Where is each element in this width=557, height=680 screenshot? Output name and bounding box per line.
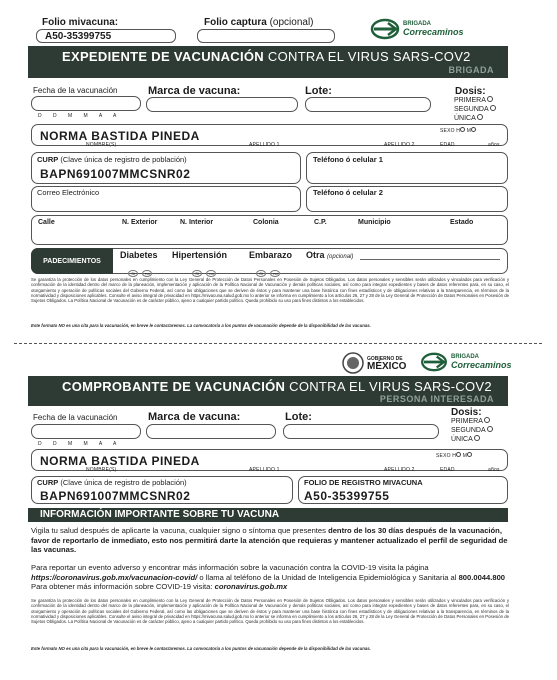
apellido2-label: APELLIDO 2: [384, 467, 415, 473]
expediente-note: Este formato NO es una cita para la vacunación, en breve le contactaremos. La convocatoria a los puntos de vacunación depende de la disponibilidad de las vacunas.: [31, 323, 371, 328]
folio-captura-opt: (opcional): [269, 17, 314, 28]
edad-label: EDAD: [440, 467, 455, 473]
marca-label: Marca de vacuna:: [148, 85, 241, 97]
edad-label: EDAD: [440, 142, 455, 148]
coronavirus-link[interactable]: coronavirus.gob.mx: [214, 582, 288, 592]
curp-value: BAPN691007MMCSNR02: [40, 167, 191, 181]
dosis-unica[interactable]: ÚNICA: [451, 435, 493, 444]
info-paragraph-1: Vigila tu salud después de aplicarte la vacuna, cualquier signo o síntoma que presentes dentro de los 30 días después de la vacunación, favor de reportarlo de inmediato, esto nos permitirá darte la atención que requieras y mantener actualizado el perfil de seguridad de las vacunas.: [31, 526, 508, 555]
diabetes-label: Diabetes: [120, 250, 158, 260]
dosis-options: [454, 96, 496, 123]
folio-captura-label: [204, 17, 314, 28]
fecha-input[interactable]: [31, 96, 141, 111]
correcaminos-text: Correcaminos: [451, 360, 512, 370]
comprobante-legal-text: Se garantiza la protección de los datos personales en cumplimiento con la Ley General de Protección de Datos Personales en Posesión de Sujetos Obligados. Los datos personales y sensibles serán utilizados y vinculados para verificación y confirmación de la identidad dentro del marco de la planeación, implementación y aplicación de la Política Nacional de Vacunación y demás políticas sociales, así como para integrar expedientes y bases de datos referentes para, en su caso, el otorgamiento y operación de políticas sociales del Gobierno Federal, así como las obligaciones que se deriven de éstos y para mantener una base histórica con fines estadísticos y de obligaciones relativas a la transparencia, en términos de la normatividad y disposiciones aplicables. Consulte el aviso integral de privacidad en https://mivacuna.salud.gob.mx lo anterior se informa en cumplimiento a los artículos 26, 27 y 28 de la Ley General de Protección de Datos Personales en Posesión de Sujetos Obligados. La Política Nacional de Vacunación es de carácter público, ajeno a cualquier partido político. Queda prohibido su uso para fines distintos a los establecidos.: [31, 598, 509, 625]
dosis-primera[interactable]: PRIMERA: [454, 96, 496, 105]
marca-label: Marca de vacuna:: [148, 411, 241, 423]
hipertension-options[interactable]: Si no: [192, 262, 216, 280]
brigada-logo-2: [420, 352, 512, 372]
folio-captura-box[interactable]: [197, 29, 335, 43]
apellido1-label: APELLIDO 1: [249, 467, 280, 473]
telefono2-label: Teléfono ó celular 2: [313, 188, 383, 197]
radio-icon[interactable]: [490, 105, 496, 111]
expediente-title-bold: EXPEDIENTE DE VACUNACIÓN: [62, 49, 264, 64]
radio-icon[interactable]: [467, 452, 472, 457]
apellido1-label: APELLIDO 1: [249, 142, 280, 148]
curp-label: CURP (Clave única de registro de población): [37, 478, 187, 487]
comprobante-title-rest: CONTRA EL VIRUS SARS-COV2: [289, 379, 492, 394]
mexico-seal-icon: [342, 352, 364, 374]
hipertension-label: Hipertensión: [172, 250, 228, 260]
correo-label: Correo Electrónico: [37, 188, 100, 197]
anos-label: años: [488, 467, 500, 473]
dosis-unica[interactable]: ÚNICA: [454, 114, 496, 123]
curp-value: BAPN691007MMCSNR02: [40, 489, 191, 503]
interior-label: N. Interior: [180, 219, 214, 226]
expediente-subtitle: BRIGADA: [448, 65, 494, 75]
folio-captura-text: Folio captura: [204, 17, 267, 28]
info-paragraph-2: Para reportar un evento adverso y encontrar más información sobre la vacunación contra la COVID-19 visita la página https://coronavirus.gob.mx/vacunacion-covid/ o llama al teléfono de la Unidad de Inteligencia Epidemiológica y Sanitaria al 800.0044.800 Para obtener más información sobre COVID-19 visita: coronavirus.gob.mx: [31, 563, 506, 592]
brigada-logo: [370, 18, 464, 40]
expediente-header: [28, 46, 508, 78]
lote-label: Lote:: [305, 85, 332, 97]
fecha-format: D D M M A A: [38, 441, 122, 447]
estado-label: Estado: [450, 219, 474, 226]
comprobante-subtitle: PERSONA INTERESADA: [379, 394, 494, 404]
comprobante-header: [28, 376, 508, 406]
radio-icon[interactable]: [456, 452, 461, 457]
cut-line: [14, 343, 542, 344]
comprobante-title-bold: COMPROBANTE DE VACUNACIÓN: [62, 379, 286, 394]
lote-label: Lote:: [285, 411, 312, 423]
radio-icon[interactable]: [484, 417, 490, 423]
nombre-label: NOMBRE(S): [86, 467, 117, 473]
marca-input[interactable]: [146, 424, 276, 439]
folio-mivacuna-value: A50-35399755: [45, 31, 112, 42]
curp-label: CURP (Clave única de registro de población): [37, 155, 187, 164]
padecimientos-label: PADECIMIENTOS: [31, 248, 113, 274]
info-header: [28, 508, 508, 522]
correcaminos-text: Correcaminos: [403, 27, 464, 37]
expediente-title-rest: CONTRA EL VIRUS SARS-COV2: [267, 49, 471, 64]
comprobante-title: [62, 379, 492, 394]
fecha-input[interactable]: [31, 424, 141, 439]
brigada-logo-icon: [420, 352, 448, 372]
radio-icon[interactable]: [477, 114, 483, 120]
radio-icon[interactable]: [460, 127, 465, 132]
dosis-segunda[interactable]: SEGUNDA: [454, 105, 496, 114]
gobierno-text: GOBIERNO DE: [367, 356, 403, 362]
brigada-text: BRIGADA: [403, 21, 431, 27]
telefono-uies: 800.0044.800: [458, 572, 506, 582]
expediente-legal-text: Se garantiza la protección de los datos personales en cumplimiento con la Ley General de Protección de Datos Personales en Posesión de Sujetos Obligados. Los datos personales y sensibles serán utilizados y vinculados para verificación y confirmación de la identidad dentro del marco de la planeación, implementación y aplicación de la Política Nacional de Vacunación y demás políticas sociales, así como para integrar expedientes y bases de datos referentes para, en su caso, el otorgamiento y operación de políticas sociales del Gobierno Federal, así como las obligaciones que se deriven de éstos y para mantener una base histórica con fines estadísticos y de obligaciones relativas a la transparencia, en términos de la normatividad y disposiciones aplicables. Consulte el aviso integral de privacidad en https://mivacuna.salud.gob.mx lo anterior se informa en cumplimiento a los artículos 26, 27 y 28 de la Ley General de Protección de Datos Personales en Posesión de Sujetos Obligados. La Política Nacional de Vacunación es de carácter público, ajeno a cualquier partido político. Queda prohibido su uso para fines distintos a los establecidos.: [31, 277, 509, 304]
apellido2-label: APELLIDO 2: [384, 142, 415, 148]
folio-mivacuna-box: [36, 29, 176, 43]
vacunacion-link[interactable]: https://coronavirus.gob.mx/vacunacion-covid/: [31, 572, 198, 582]
folio-registro-label: FOLIO DE REGISTRO MIVACUNA: [304, 478, 423, 487]
marca-input[interactable]: [146, 97, 298, 112]
dosis-primera[interactable]: PRIMERA: [451, 417, 493, 426]
fecha-format: D D M M A A: [38, 113, 122, 119]
dosis-segunda[interactable]: SEGUNDA: [451, 426, 493, 435]
nombre-value: NORMA BASTIDA PINEDA: [40, 129, 200, 143]
embarazo-options[interactable]: Si no: [256, 262, 280, 280]
municipio-label: Municipio: [358, 219, 391, 226]
diabetes-options[interactable]: Si no: [128, 262, 152, 280]
cp-label: C.P.: [314, 219, 327, 226]
comprobante-note: Este formato NO es una cita para la vacunación, en breve le contactaremos. La convocatoria a los puntos de vacunación depende de la disponibilidad de las vacunas.: [31, 646, 371, 651]
lote-input[interactable]: [305, 97, 431, 112]
radio-icon[interactable]: [487, 426, 493, 432]
exterior-label: N. Exterior: [122, 219, 158, 226]
expediente-title: [62, 49, 471, 64]
folio-mivacuna-label: Folio mivacuna:: [42, 17, 119, 28]
brigada-logo-icon: [370, 18, 400, 40]
radio-icon[interactable]: [474, 435, 480, 441]
gobierno-mexico-logo: [342, 352, 406, 374]
nombre-value: NORMA BASTIDA PINEDA: [40, 454, 200, 468]
nombre-label: NOMBRE(S): [86, 142, 117, 148]
colonia-label: Colonia: [253, 219, 279, 226]
info-title: INFORMACIÓN IMPORTANTE SOBRE TU VACUNA: [40, 509, 280, 520]
dosis-label: Dosis:: [455, 86, 486, 97]
dosis-label: Dosis:: [451, 407, 482, 418]
sexo-group: SEXO H M: [440, 127, 476, 134]
brigada-text: BRIGADA: [451, 354, 479, 360]
otra-field[interactable]: Otra (opcional): [306, 250, 354, 260]
telefono1-label: Teléfono ó celular 1: [313, 155, 383, 164]
fecha-label: Fecha de la vacunación: [33, 413, 118, 422]
dosis-options: [451, 417, 493, 444]
folio-registro-value: A50-35399755: [304, 489, 390, 503]
calle-label: Calle: [38, 219, 55, 226]
fecha-label: Fecha de la vacunación: [33, 86, 118, 95]
otra-line[interactable]: [360, 259, 500, 260]
radio-icon[interactable]: [471, 127, 476, 132]
lote-input[interactable]: [283, 424, 439, 439]
embarazo-label: Embarazo: [249, 250, 293, 260]
mexico-text: MÉXICO: [367, 361, 407, 372]
sexo-group: SEXO H M: [436, 452, 472, 459]
anos-label: años: [488, 142, 500, 148]
radio-icon[interactable]: [487, 96, 493, 102]
